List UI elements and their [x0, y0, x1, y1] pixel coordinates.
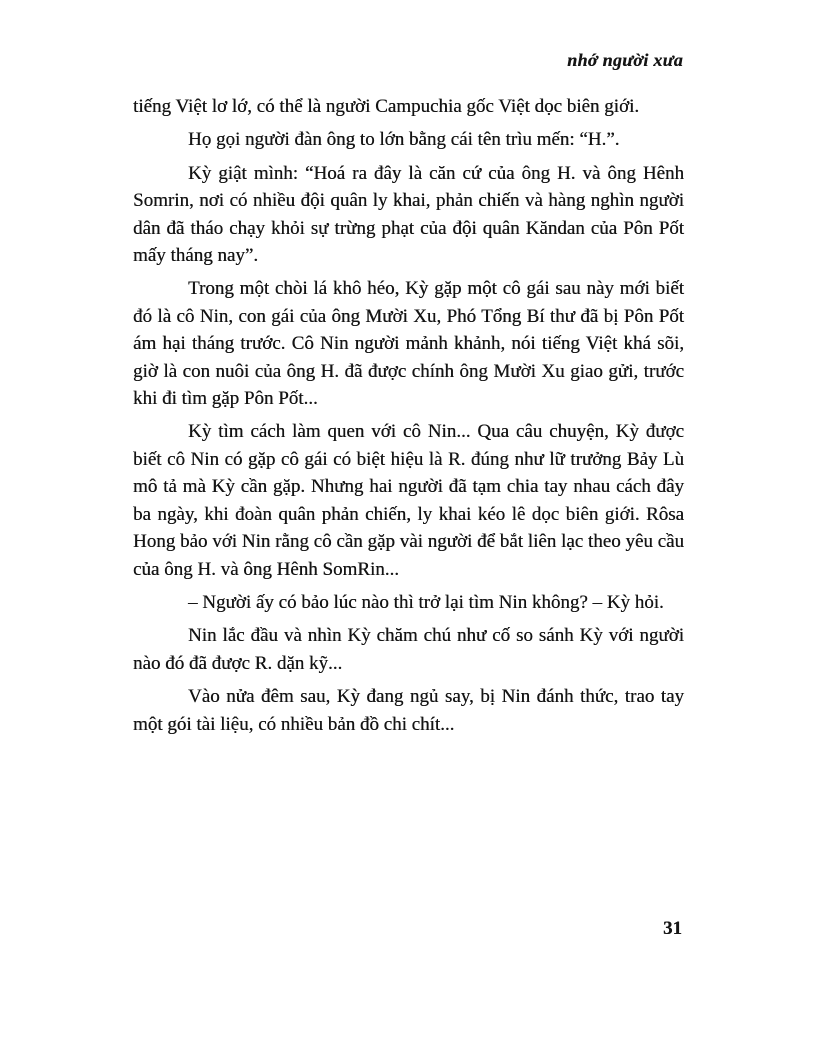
paragraph: – Người ấy có bảo lúc nào thì trở lại tìm Nin không? – Kỳ hỏi.: [188, 591, 664, 613]
paragraph: Họ gọi người đàn ông to lớn bằng cái tên trìu mến: “H.”.: [188, 129, 620, 151]
paragraph: Vào nửa đêm sau, Kỳ đang ngủ say, bị Nin đánh thức, trao tay một gói tài liệu, có nhiều bản đồ chi chít...: [133, 686, 684, 735]
paragraph: Trong một chòi lá khô héo, Kỳ gặp một cô gái sau này mới biết đó là cô Nin, con gái của ông Mười Xu, Phó Tổng Bí thư đã bị Pôn Pốt ám hại tháng trước. Cô Nin người mảnh khảnh, nói tiếng Việt khá sõi, giờ là con nuôi của ông H. đã được chính ông Mười Xu giao gửi, trước khi đi tìm gặp Pôn Pốt...: [133, 278, 684, 410]
paragraph: Nin lắc đầu và nhìn Kỳ chăm chú như cố so sánh Kỳ với người nào đó đã được R. dặn kỹ...: [133, 625, 684, 674]
paragraph: Kỳ giật mình: “Hoá ra đây là căn cứ của ông H. và ông Hênh Somrin, nơi có nhiều đội quân ly khai, phản chiến và hàng nghìn người dân đã tháo chạy khỏi sự trừng phạt của đội quân Kăndan của Pôn Pốt mấy tháng nay”.: [133, 162, 684, 267]
paragraph: Kỳ tìm cách làm quen với cô Nin... Qua câu chuyện, Kỳ được biết cô Nin có gặp cô gái có biệt hiệu là R. đúng như lữ trưởng Bảy Lù mô tả mà Kỳ cần gặp. Nhưng hai người đã tạm chia tay nhau cách đây ba ngày, khi đoàn quân phản chiến, ly khai kéo lê dọc biên giới. Rôsa Hong bảo với Nin rằng cô cần gặp vài người để bắt liên lạc theo yêu cầu của ông H. và ông Hênh SomRin...: [133, 421, 684, 580]
body-text: [133, 93, 684, 744]
running-header: nhớ người xưa: [567, 50, 683, 70]
paragraph: tiếng Việt lơ lớ, có thể là người Campuchia gốc Việt dọc biên giới.: [133, 96, 640, 117]
page-number: 31: [663, 918, 682, 939]
